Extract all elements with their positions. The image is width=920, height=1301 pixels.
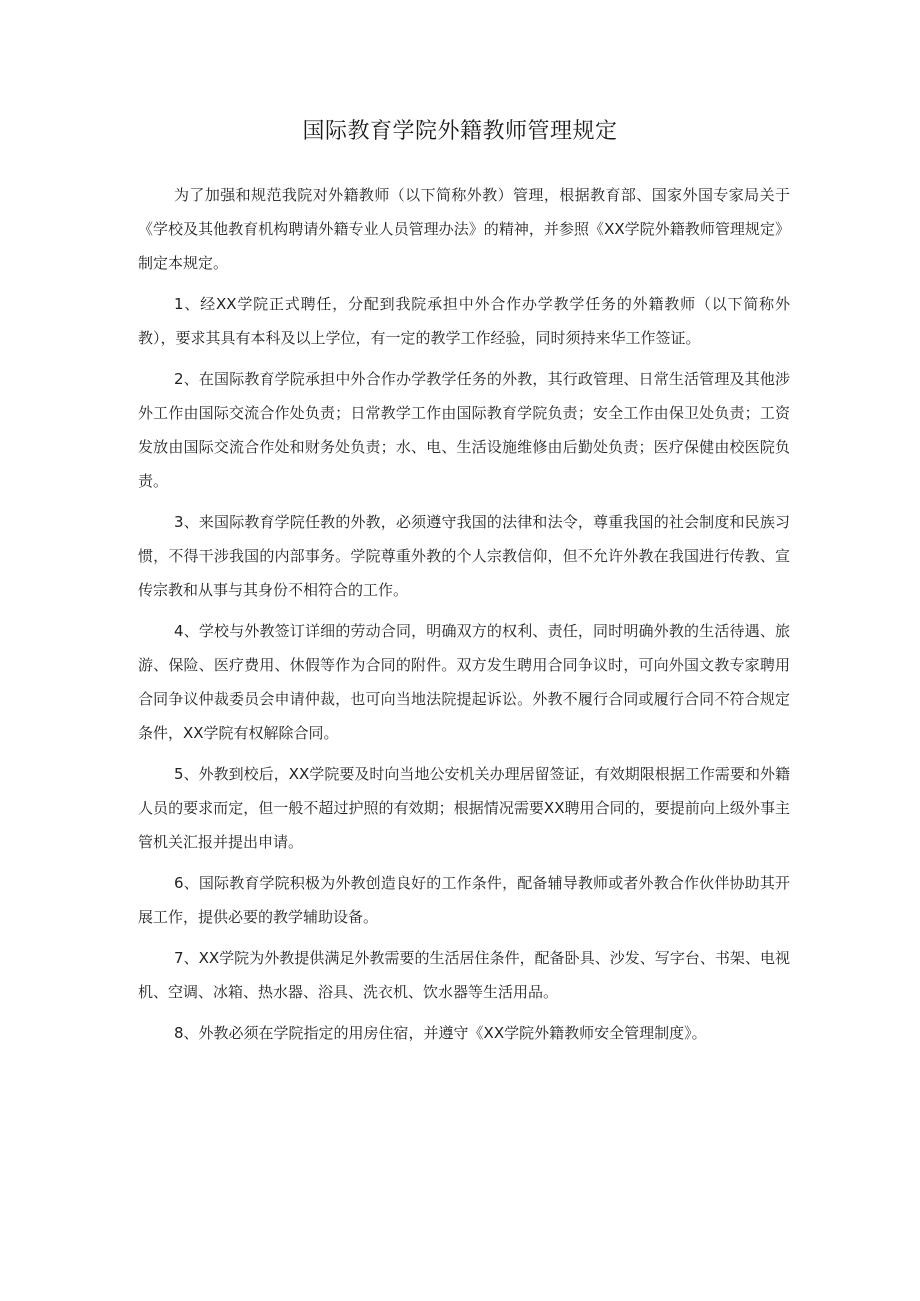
paragraph-4: 4、学校与外教签订详细的劳动合同，明确双方的权利、责任，同时明确外教的生活待遇、旅游、保险、医疗费用、休假等作为合同的附件。双方发生聘用合同争议时，可向外国文教专家聘用合同争议仲裁委员会申请仲裁，也可向当地法院提起诉讼。外教不履行合同或履行合同不符合规定条件，XX学院有权解除合同。	[138, 622, 790, 742]
document-title: 国际教育学院外籍教师管理规定	[302, 119, 618, 144]
paragraph-6: 6、国际教育学院积极为外教创造良好的工作条件，配备辅导教师或者外教合作伙伴协助其开展工作，提供必要的教学辅助设备。	[138, 874, 790, 926]
paragraph-3: 3、来国际教育学院任教的外教，必须遵守我国的法律和法令，尊重我国的社会制度和民族习惯，不得干涉我国的内部事务。学院尊重外教的个人宗教信仰，但不允许外教在我国进行传教、宣传宗教和从事与其身份不相符合的工作。	[138, 513, 790, 599]
paragraph-2: 2、在国际教育学院承担中外合作办学教学任务的外教，其行政管理、日常生活管理及其他涉外工作由国际交流合作处负责；日常教学工作由国际教育学院负责；安全工作由保卫处负责；工资发放由国际交流合作处和财务处负责；水、电、生活设施维修由后勤处负责；医疗保健由校医院负责。	[138, 370, 790, 490]
document-body	[138, 178, 790, 1057]
paragraph-7: 7、XX学院为外教提供满足外教需要的生活居住条件，配备卧具、沙发、写字台、书架、电视机、空调、冰箱、热水器、浴具、洗衣机、饮水器等生活用品。	[138, 949, 790, 1001]
paragraph-intro: 为了加强和规范我院对外籍教师（以下简称外教）管理，根据教育部、国家外国专家局关于《学校及其他教育机构聘请外籍专业人员管理办法》的精神，并参照《XX学院外籍教师管理规定》制定本规定。	[138, 186, 790, 272]
paragraph-1: 1、经XX学院正式聘任，分配到我院承担中外合作办学教学任务的外籍教师（以下简称外教），要求其具有本科及以上学位，有一定的教学工作经验，同时须持来华工作签证。	[138, 295, 790, 347]
paragraph-8: 8、外教必须在学院指定的用房住宿，并遵守《XX学院外籍教师安全管理制度》。	[174, 1024, 707, 1042]
paragraph-5: 5、外教到校后，XX学院要及时向当地公安机关办理居留签证，有效期限根据工作需要和外籍人员的要求而定，但一般不超过护照的有效期；根据情况需要XX聘用合同的，要提前向上级外事主管机关汇报并提出申请。	[138, 765, 790, 851]
